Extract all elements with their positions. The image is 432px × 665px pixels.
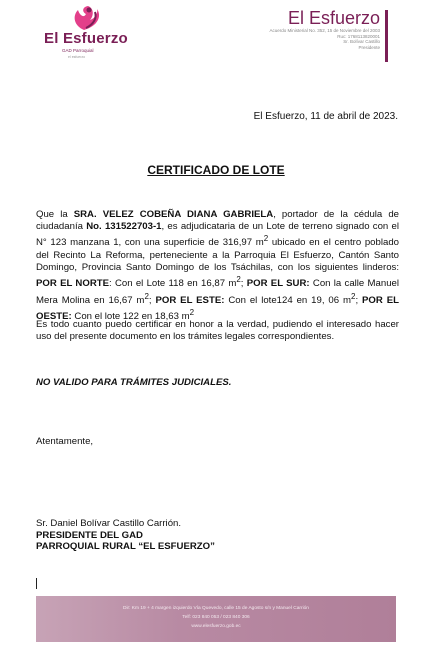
text-run: Con el lote 122 en 18,63 m <box>71 311 190 323</box>
text-run: , es adjudicataria de un Lote de terreno signado con el N° 123 manzana 1, con una superficie de 316,97 m <box>36 221 400 249</box>
superscript: 2 <box>144 291 149 301</box>
signer-role: PRESIDENTE DEL GAD <box>36 529 143 541</box>
logo-subtitle: GAD Parroquial <box>62 48 94 53</box>
text-run: : Con el Lote 118 en 16,87 m <box>109 278 237 290</box>
superscript: 2 <box>236 275 241 285</box>
text-run: , portador de la cédula de ciudadanía <box>36 209 399 233</box>
header-institution <box>218 8 388 64</box>
boundary-north: POR EL NORTE <box>36 278 110 290</box>
certification-closing: Es todo cuanto puedo certificar en honor a la verdad, pudiendo el interesado hacer uso del presente documento en los trámites legales correspondientes. <box>36 319 399 343</box>
logo-mark-icon <box>64 4 104 32</box>
footer-website: www.elesfuerzo.gob.ec <box>191 624 241 629</box>
text-cursor[interactable] <box>36 578 37 589</box>
text-run: ubicado en el centro poblado del Recinto La Reforma, perteneciente a la Parroquia El Esfuerzo, Cantón Santo Domingo, Provincia Santo Domingo de los Tsáchilas, con los siguientes linderos: <box>36 237 399 273</box>
boundary-west: POR EL OESTE: <box>36 294 399 323</box>
gad-logo <box>38 4 138 64</box>
document-date: El Esfuerzo, 11 de abril de 2023. <box>253 111 398 122</box>
header-line: Sr. Bolívar Castillo <box>343 39 380 45</box>
text-run: ; <box>355 294 363 306</box>
superscript: 2 <box>263 234 269 244</box>
text-run: Con el lote124 en 19, 06 m <box>224 294 351 306</box>
superscript: 2 <box>351 291 356 301</box>
document-title: CERTIFICADO DE LOTE <box>147 163 285 177</box>
footer-phone: Telf: 023 840 053 / 023 840 306 <box>182 615 250 620</box>
logo-tagline: el esfuerzo <box>68 55 86 59</box>
certificate-body <box>36 209 399 323</box>
header-line: Ruc: 1768113820001 <box>337 33 380 39</box>
boundary-south: POR EL SUR: <box>246 278 310 290</box>
superscript: 2 <box>189 307 195 317</box>
header-line: Acuerdo Ministerial No. 352, 15 de Noviembre del 2003 <box>269 28 380 33</box>
signer-organization: PARROQUIAL RURAL “EL ESFUERZO” <box>36 541 215 552</box>
header-name: El Esfuerzo <box>287 8 380 28</box>
id-number: No. 131522703-1 <box>86 221 162 233</box>
not-valid-notice: NO VALIDO PARA TRÁMITES JUDICIALES. <box>36 377 232 388</box>
boundary-east: POR EL ESTE: <box>155 294 225 306</box>
text-run: ; <box>148 294 156 306</box>
logo-name: El Esfuerzo <box>44 30 128 47</box>
header-line: Presidente <box>358 44 380 50</box>
signer-name: Sr. Daniel Bolívar Castillo Carrión. <box>36 518 182 529</box>
signature-block <box>36 518 215 553</box>
text-run: Que la <box>36 209 74 220</box>
text-run: ; <box>240 278 247 290</box>
header-divider <box>385 10 388 62</box>
closing-salutation: Atentamente, <box>36 436 94 447</box>
footer-banner <box>36 596 396 642</box>
text-run: Con la calle Manuel Mera Molina en 16,67 m <box>36 278 399 306</box>
footer-address: Dir: Km 19 + 4 margen izquierdo Vía Quevedo, calle 15 de Agosto s/n y Manuel Carrión <box>123 606 309 611</box>
holder-name: SRA. VELEZ COBEÑA DIANA GABRIELA <box>73 209 274 220</box>
